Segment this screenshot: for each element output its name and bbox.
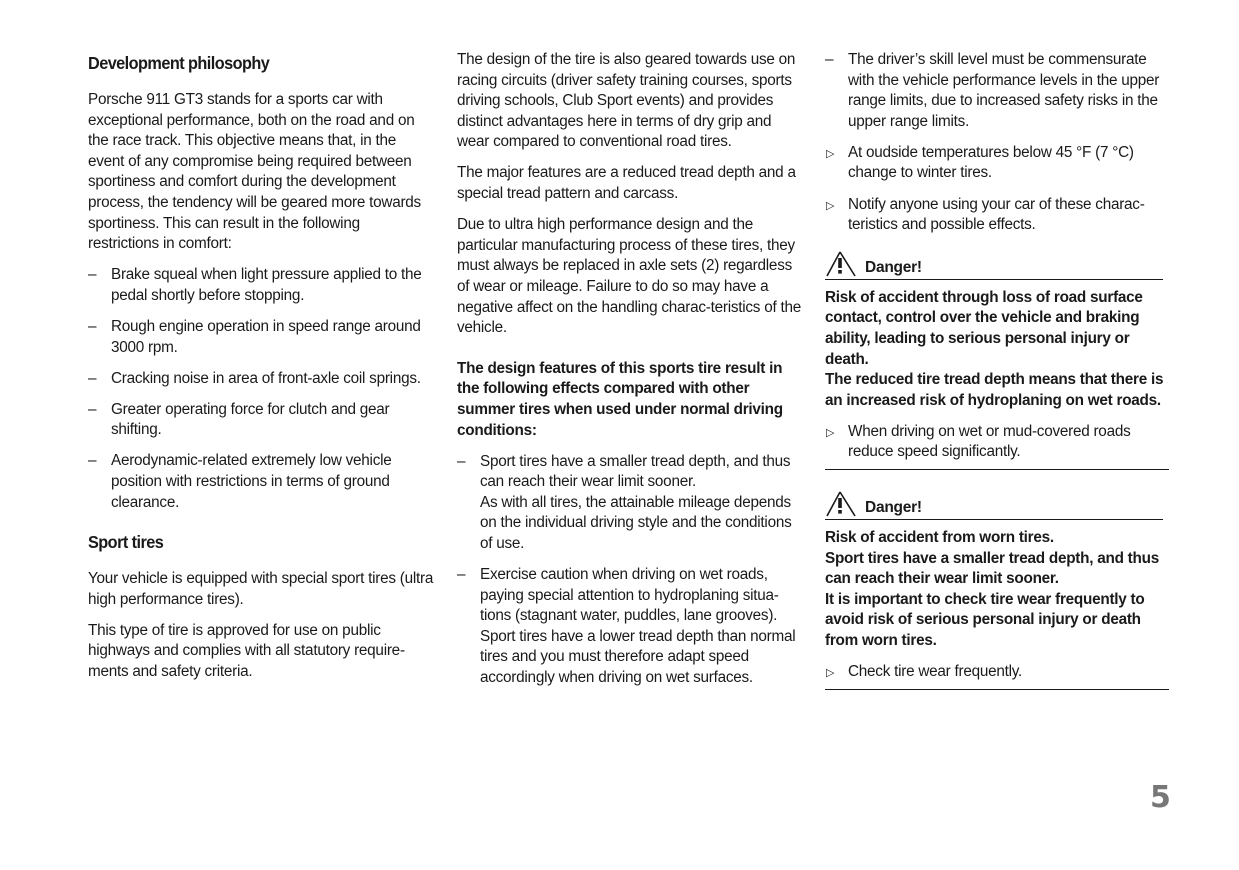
list-item: – Cracking noise in area of front-axle coil springs. bbox=[88, 369, 434, 390]
action-item: ▷ Notify anyone using your car of these charac-teristics and possible effects. bbox=[826, 195, 1145, 234]
danger-text: Risk of accident from worn tires. Sport tires have a smaller tread depth, and thus can reach their wear limit sooner. It is important to check tire wear frequently to avoid risk of serious personal injury or death from worn tires. bbox=[825, 529, 1159, 649]
triangle-marker: ▷ bbox=[826, 147, 835, 160]
warning-triangle-icon bbox=[825, 250, 859, 278]
danger-text: Risk of accident through loss of road surface contact, control over the vehicle and braking ability, leading to serious personal injury or death. The reduced tire tread depth means that there is an increased risk of hydroplaning on wet roads. bbox=[825, 288, 1164, 409]
list-item: – Exercise caution when driving on wet roads, paying special attention to hydroplaning situa-tions (stagnant water, puddles, lane grooves). Sport tires have a lower tread depth than normal tires and you must therefore adapt speed accordingly when driving on wet surfaces. bbox=[457, 566, 796, 687]
divider bbox=[825, 469, 1169, 470]
triangle-marker: ▷ bbox=[826, 667, 835, 680]
danger-title: Danger! bbox=[865, 258, 922, 276]
action-item: ▷ Check tire wear frequently. bbox=[825, 662, 1169, 683]
list-item: – Greater operating force for clutch and gear shifting. bbox=[88, 400, 390, 439]
dash-marker: – bbox=[88, 400, 97, 418]
dash-marker: – bbox=[457, 566, 466, 584]
dash-marker: – bbox=[457, 452, 466, 470]
effects-intro: The design features of this sports tire result in the following effects compared with other summer tires when used under normal driving conditions: bbox=[457, 359, 783, 439]
list-item: – Aerodynamic-related extremely low vehicle position with restrictions in terms of ground clearance. bbox=[88, 452, 392, 511]
dash-marker: – bbox=[88, 317, 97, 335]
intro-paragraph: Porsche 911 GT3 stands for a sports car with exceptional performance, both on the road and on the race track. This objective means that, in the event of any compromise being required between sportiness and comfort during the development process, the tendency will be geared more towards sportiness. This can result in the following restrictions in comfort: bbox=[88, 91, 421, 253]
axle-sets-paragraph: Due to ultra high performance design and the particular manufacturing process of these tires, they must always be replaced in axle sets (2) regardless of wear or mileage. Failure to do so may have a negative affect on the handling charac-teristics of the vehicle. bbox=[457, 216, 801, 337]
danger-actions bbox=[825, 422, 1169, 463]
list-item: – Rough engine operation in speed range around 3000 rpm. bbox=[88, 317, 421, 356]
dash-marker: – bbox=[88, 369, 97, 387]
triangle-marker: ▷ bbox=[826, 199, 835, 212]
sport-tires-paragraph-1: Your vehicle is equipped with special sport tires (ultra high performance tires). bbox=[88, 570, 434, 608]
danger-actions bbox=[825, 662, 1169, 683]
restrictions-list bbox=[88, 265, 434, 513]
heading-development-philosophy: Development philosophy bbox=[88, 53, 270, 73]
list-item: – Sport tires have a smaller tread depth, and thus can reach their wear limit sooner. As with all tires, the attainable mileage depends on the individual driving style and the conditions of use. bbox=[457, 452, 792, 552]
danger-header bbox=[825, 250, 1163, 280]
triangle-marker: ▷ bbox=[826, 426, 835, 439]
effects-list bbox=[457, 452, 805, 689]
dash-marker: – bbox=[88, 266, 97, 284]
dash-marker: – bbox=[825, 51, 834, 68]
page-number: 5 bbox=[1150, 780, 1171, 815]
action-item: ▷ When driving on wet or mud-covered roads reduce speed significantly. bbox=[826, 422, 1131, 461]
column-1 bbox=[88, 50, 434, 693]
warning-triangle-icon bbox=[825, 490, 859, 518]
skill-list bbox=[825, 50, 1169, 236]
features-paragraph: The major features are a reduced tread depth and a special tread pattern and carcass. bbox=[457, 164, 796, 203]
divider bbox=[825, 689, 1169, 690]
action-item: ▷ At oudside temperatures below 45 °F (7 °C) change to winter tires. bbox=[826, 143, 1134, 182]
column-2 bbox=[457, 50, 805, 699]
column-3 bbox=[825, 50, 1169, 690]
danger-title: Danger! bbox=[865, 499, 922, 516]
list-item: – Brake squeal when light pressure applied to the pedal shortly before stopping. bbox=[88, 266, 422, 304]
sport-tires-paragraph-2: This type of tire is approved for use on public highways and complies with all statutory require-ments and safety criteria. bbox=[88, 621, 405, 681]
danger-header bbox=[825, 490, 1163, 520]
dash-marker: – bbox=[88, 452, 97, 470]
list-item: – The driver’s skill level must be commensurate with the vehicle performance levels in the upper range limits, due to increased safety risks in the upper range limits. bbox=[825, 51, 1160, 130]
heading-sport-tires: Sport tires bbox=[88, 532, 164, 553]
design-paragraph: The design of the tire is also geared towards use on racing circuits (driver safety training courses, sports driving schools, Club Sport events) and provides distinct advantages here in terms of dry grip and wear compared to conventional road tires. bbox=[457, 51, 796, 151]
